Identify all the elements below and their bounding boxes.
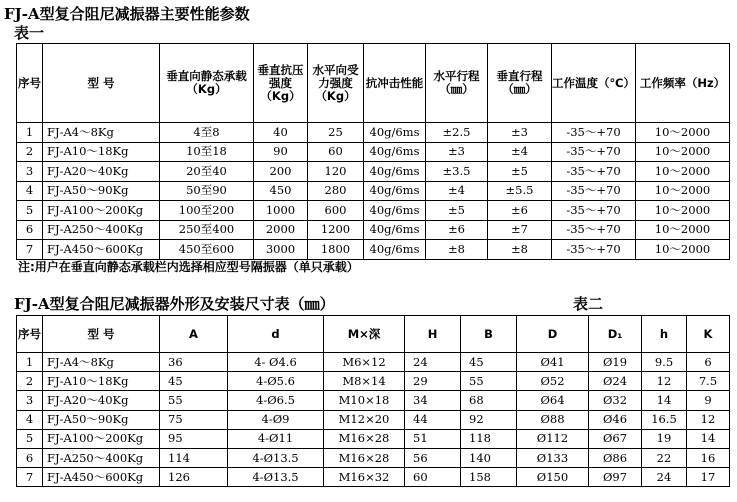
table1-cell: 40g/6ms [364,220,426,240]
table2-cell: 7.5 [687,372,730,391]
table1-cell: 1800 [308,240,364,260]
table1-title: FJ-A型复合阻尼减振器主要性能参数 [4,5,250,23]
table1-cell: ±2.5 [426,123,488,143]
table-row [17,142,730,162]
table1-cell: 40g/6ms [364,240,426,260]
table1-cell: 250至400 [160,220,254,240]
table1-cell: 40g/6ms [364,201,426,221]
table1-cell: FJ-A10～18Kg [43,142,160,162]
table2-cell: 158 [461,468,517,487]
table1-cell: ±7 [488,220,552,240]
table1-cell: -35～+70 [552,201,636,221]
table2-cell: 55 [461,372,517,391]
table-row [17,468,730,487]
table1-cell: 200 [254,162,308,182]
table-row [17,391,730,410]
table2-cell: 4-Ø13.5 [228,468,324,487]
table2-cell: M16×28 [324,429,405,448]
table2-cell: 16.5 [642,410,687,429]
table2-cell: 2 [17,372,43,391]
table2-cell: M8×14 [324,372,405,391]
table2-cell: 4-Ø9 [228,410,324,429]
table1-cell: -35～+70 [552,123,636,143]
table1-cell: ±5 [488,162,552,182]
table1-header-cell: 抗冲击性能 [364,44,426,123]
table2-cell: M16×32 [324,468,405,487]
table1-cell: 1000 [254,201,308,221]
table1-cell: ±5.5 [488,181,552,201]
table2-cell: 24 [405,353,461,372]
table2-cell: 51 [405,429,461,448]
table1-cell: -35～+70 [552,162,636,182]
table1-cell: 120 [308,162,364,182]
table2-cell: FJ-A100～200Kg [43,429,160,448]
table2-header-cell: K [687,316,730,353]
table-row [17,201,730,221]
table1-cell: 4至8 [160,123,254,143]
table1-cell: ±3 [426,142,488,162]
table2-header-cell: D [517,316,589,353]
table1-cell: -35～+70 [552,220,636,240]
table2-cell: Ø41 [517,353,589,372]
table1-header-cell: 垂直抗压强度（Kg） [254,44,308,123]
table1-cell: 60 [308,142,364,162]
table2-cell: M12×20 [324,410,405,429]
table2-cell: 6 [687,353,730,372]
table2-cell: FJ-A10～18Kg [43,372,160,391]
table2-title: FJ-A型复合阻尼减振器外形及安装尺寸表（㎜） [14,295,335,313]
table2-cell: 5 [17,429,43,448]
table1-cell: 4 [17,181,43,201]
table1-cell: 40 [254,123,308,143]
table1-cell: 40g/6ms [364,123,426,143]
table2-cell: FJ-A4～8Kg [43,353,160,372]
table-row [17,372,730,391]
table1-cell: ±3 [488,123,552,143]
table2-cell: 140 [461,448,517,467]
table2-cell: Ø97 [589,468,642,487]
table1-cell: ±5 [426,201,488,221]
table1-header-cell: 垂直行程（㎜） [488,44,552,123]
table2-cell: M10×18 [324,391,405,410]
table1-cell: 1 [17,123,43,143]
table2-cell: 92 [461,410,517,429]
table1-cell: 3000 [254,240,308,260]
performance-table [16,43,730,260]
table1-cell: 6 [17,220,43,240]
table2-cell: 9 [687,391,730,410]
table1-cell: FJ-A4～8Kg [43,123,160,143]
table2-header-row [17,316,730,353]
table1-cell: ±4 [488,142,552,162]
table2-cell: 118 [461,429,517,448]
table2-cell: FJ-A20～40Kg [43,391,160,410]
table1-cell: 1200 [308,220,364,240]
table1-cell: 10至18 [160,142,254,162]
table2-cell: 3 [17,391,43,410]
table2-cell: 4-Ø5.6 [228,372,324,391]
table2-cell: 17 [687,468,730,487]
table1-cell: 280 [308,181,364,201]
table1-cell: ±8 [426,240,488,260]
table2-cell: 29 [405,372,461,391]
table-row [17,448,730,467]
table1-label: 表一 [14,24,45,42]
table2-cell: Ø150 [517,468,589,487]
table2-cell: 55 [160,391,228,410]
table-row [17,240,730,260]
table1-cell: FJ-A250～400Kg [43,220,160,240]
table1-cell: 10～2000 [636,162,730,182]
table1-cell: 40g/6ms [364,162,426,182]
table1-cell: ±6 [426,220,488,240]
table2-header-cell: h [642,316,687,353]
table1-cell: 7 [17,240,43,260]
table2-cell: FJ-A50～90Kg [43,410,160,429]
table1-cell: 2000 [254,220,308,240]
table2-cell: 36 [160,353,228,372]
table1-header-cell: 水平行程（㎜） [426,44,488,123]
table1-cell: 600 [308,201,364,221]
table2-cell: 60 [405,468,461,487]
table2-cell: FJ-A250～400Kg [43,448,160,467]
table2-cell: FJ-A450～600Kg [43,468,160,487]
table1-cell: 50至90 [160,181,254,201]
table1-cell: 2 [17,142,43,162]
table2-header-cell: M×深 [324,316,405,353]
table1-cell: 450至600 [160,240,254,260]
table1-header-row [17,44,730,123]
table2-cell: 14 [687,429,730,448]
table2-cell: Ø133 [517,448,589,467]
table2-cell: 1 [17,353,43,372]
table2-cell: 4-Ø6.5 [228,391,324,410]
table1-cell: -35～+70 [552,181,636,201]
table2-cell: 19 [642,429,687,448]
table2-cell: 9.5 [642,353,687,372]
table2-cell: M16×28 [324,448,405,467]
table1-cell: FJ-A450～600Kg [43,240,160,260]
table-row [17,162,730,182]
table1-cell: 5 [17,201,43,221]
table2-header-cell: D₁ [589,316,642,353]
table2-cell: 7 [17,468,43,487]
table1-header-cell: 水平向受力强度（Kg） [308,44,364,123]
table-row [17,123,730,143]
table1-cell: 10～2000 [636,240,730,260]
table2-label: 表二 [573,295,604,313]
table2-cell: 6 [17,448,43,467]
table1-cell: 20至40 [160,162,254,182]
table2-cell: Ø24 [589,372,642,391]
table1-cell: -35～+70 [552,142,636,162]
dimensions-table [16,315,730,487]
table2-header-cell: B [461,316,517,353]
table2-cell: 4-Ø11 [228,429,324,448]
table1-cell: 10～2000 [636,181,730,201]
table2-header-cell: d [228,316,324,353]
table2-cell: M6×12 [324,353,405,372]
table1-cell: FJ-A50～90Kg [43,181,160,201]
table1-cell: 40g/6ms [364,181,426,201]
table2-cell: 16 [687,448,730,467]
table2-cell: Ø86 [589,448,642,467]
table-row [17,181,730,201]
table2-cell: 12 [642,372,687,391]
table2-cell: 4-Ø13.5 [228,448,324,467]
table1-cell: 100至200 [160,201,254,221]
table-row [17,353,730,372]
table2-cell: 14 [642,391,687,410]
table2-cell: Ø52 [517,372,589,391]
table2-cell: 45 [461,353,517,372]
table2-header-cell: A [160,316,228,353]
table1-cell: 10～2000 [636,220,730,240]
table-row [17,429,730,448]
table-row [17,410,730,429]
table2-cell: 22 [642,448,687,467]
table2-cell: 24 [642,468,687,487]
table1-cell: ±3.5 [426,162,488,182]
table2-cell: 12 [687,410,730,429]
table2-cell: 75 [160,410,228,429]
table1-header-cell: 工作频率（Hz） [636,44,730,123]
table2-cell: 4- Ø4.6 [228,353,324,372]
table2-cell: Ø32 [589,391,642,410]
table1-header-cell: 序号 [17,44,43,123]
table1-cell: 25 [308,123,364,143]
table1-header-cell: 垂直向静态承载（Kg） [160,44,254,123]
table-row [17,220,730,240]
table1-cell: ±4 [426,181,488,201]
table2-header-cell: 序号 [17,316,43,353]
table2-cell: Ø19 [589,353,642,372]
table1-cell: 10～2000 [636,142,730,162]
table1-cell: ±8 [488,240,552,260]
table1-cell: 3 [17,162,43,182]
table2-cell: 4 [17,410,43,429]
table2-cell: 68 [461,391,517,410]
table2-cell: Ø64 [517,391,589,410]
table2-cell: Ø46 [589,410,642,429]
table2-cell: Ø112 [517,429,589,448]
table1-header-cell: 工作温度（℃） [552,44,636,123]
table2-cell: 34 [405,391,461,410]
table1-cell: 40g/6ms [364,142,426,162]
table1-cell: FJ-A100～200Kg [43,201,160,221]
table1-cell: 90 [254,142,308,162]
table2-cell: 95 [160,429,228,448]
table1-cell: ±6 [488,201,552,221]
table1-cell: -35～+70 [552,240,636,260]
table2-header-cell: H [405,316,461,353]
table2-header-cell: 型 号 [43,316,160,353]
table2-cell: Ø88 [517,410,589,429]
table1-cell: 10～2000 [636,201,730,221]
table1-header-cell: 型 号 [43,44,160,123]
table2-cell: 44 [405,410,461,429]
table1-cell: 10～2000 [636,123,730,143]
table1-note: 注:用户在垂直向静态承载栏内选择相应型号隔振器（单只承载） [18,260,359,274]
table2-cell: 45 [160,372,228,391]
table1-cell: 450 [254,181,308,201]
table2-cell: Ø67 [589,429,642,448]
table2-cell: 56 [405,448,461,467]
table1-cell: FJ-A20～40Kg [43,162,160,182]
table2-cell: 126 [160,468,228,487]
table2-cell: 114 [160,448,228,467]
